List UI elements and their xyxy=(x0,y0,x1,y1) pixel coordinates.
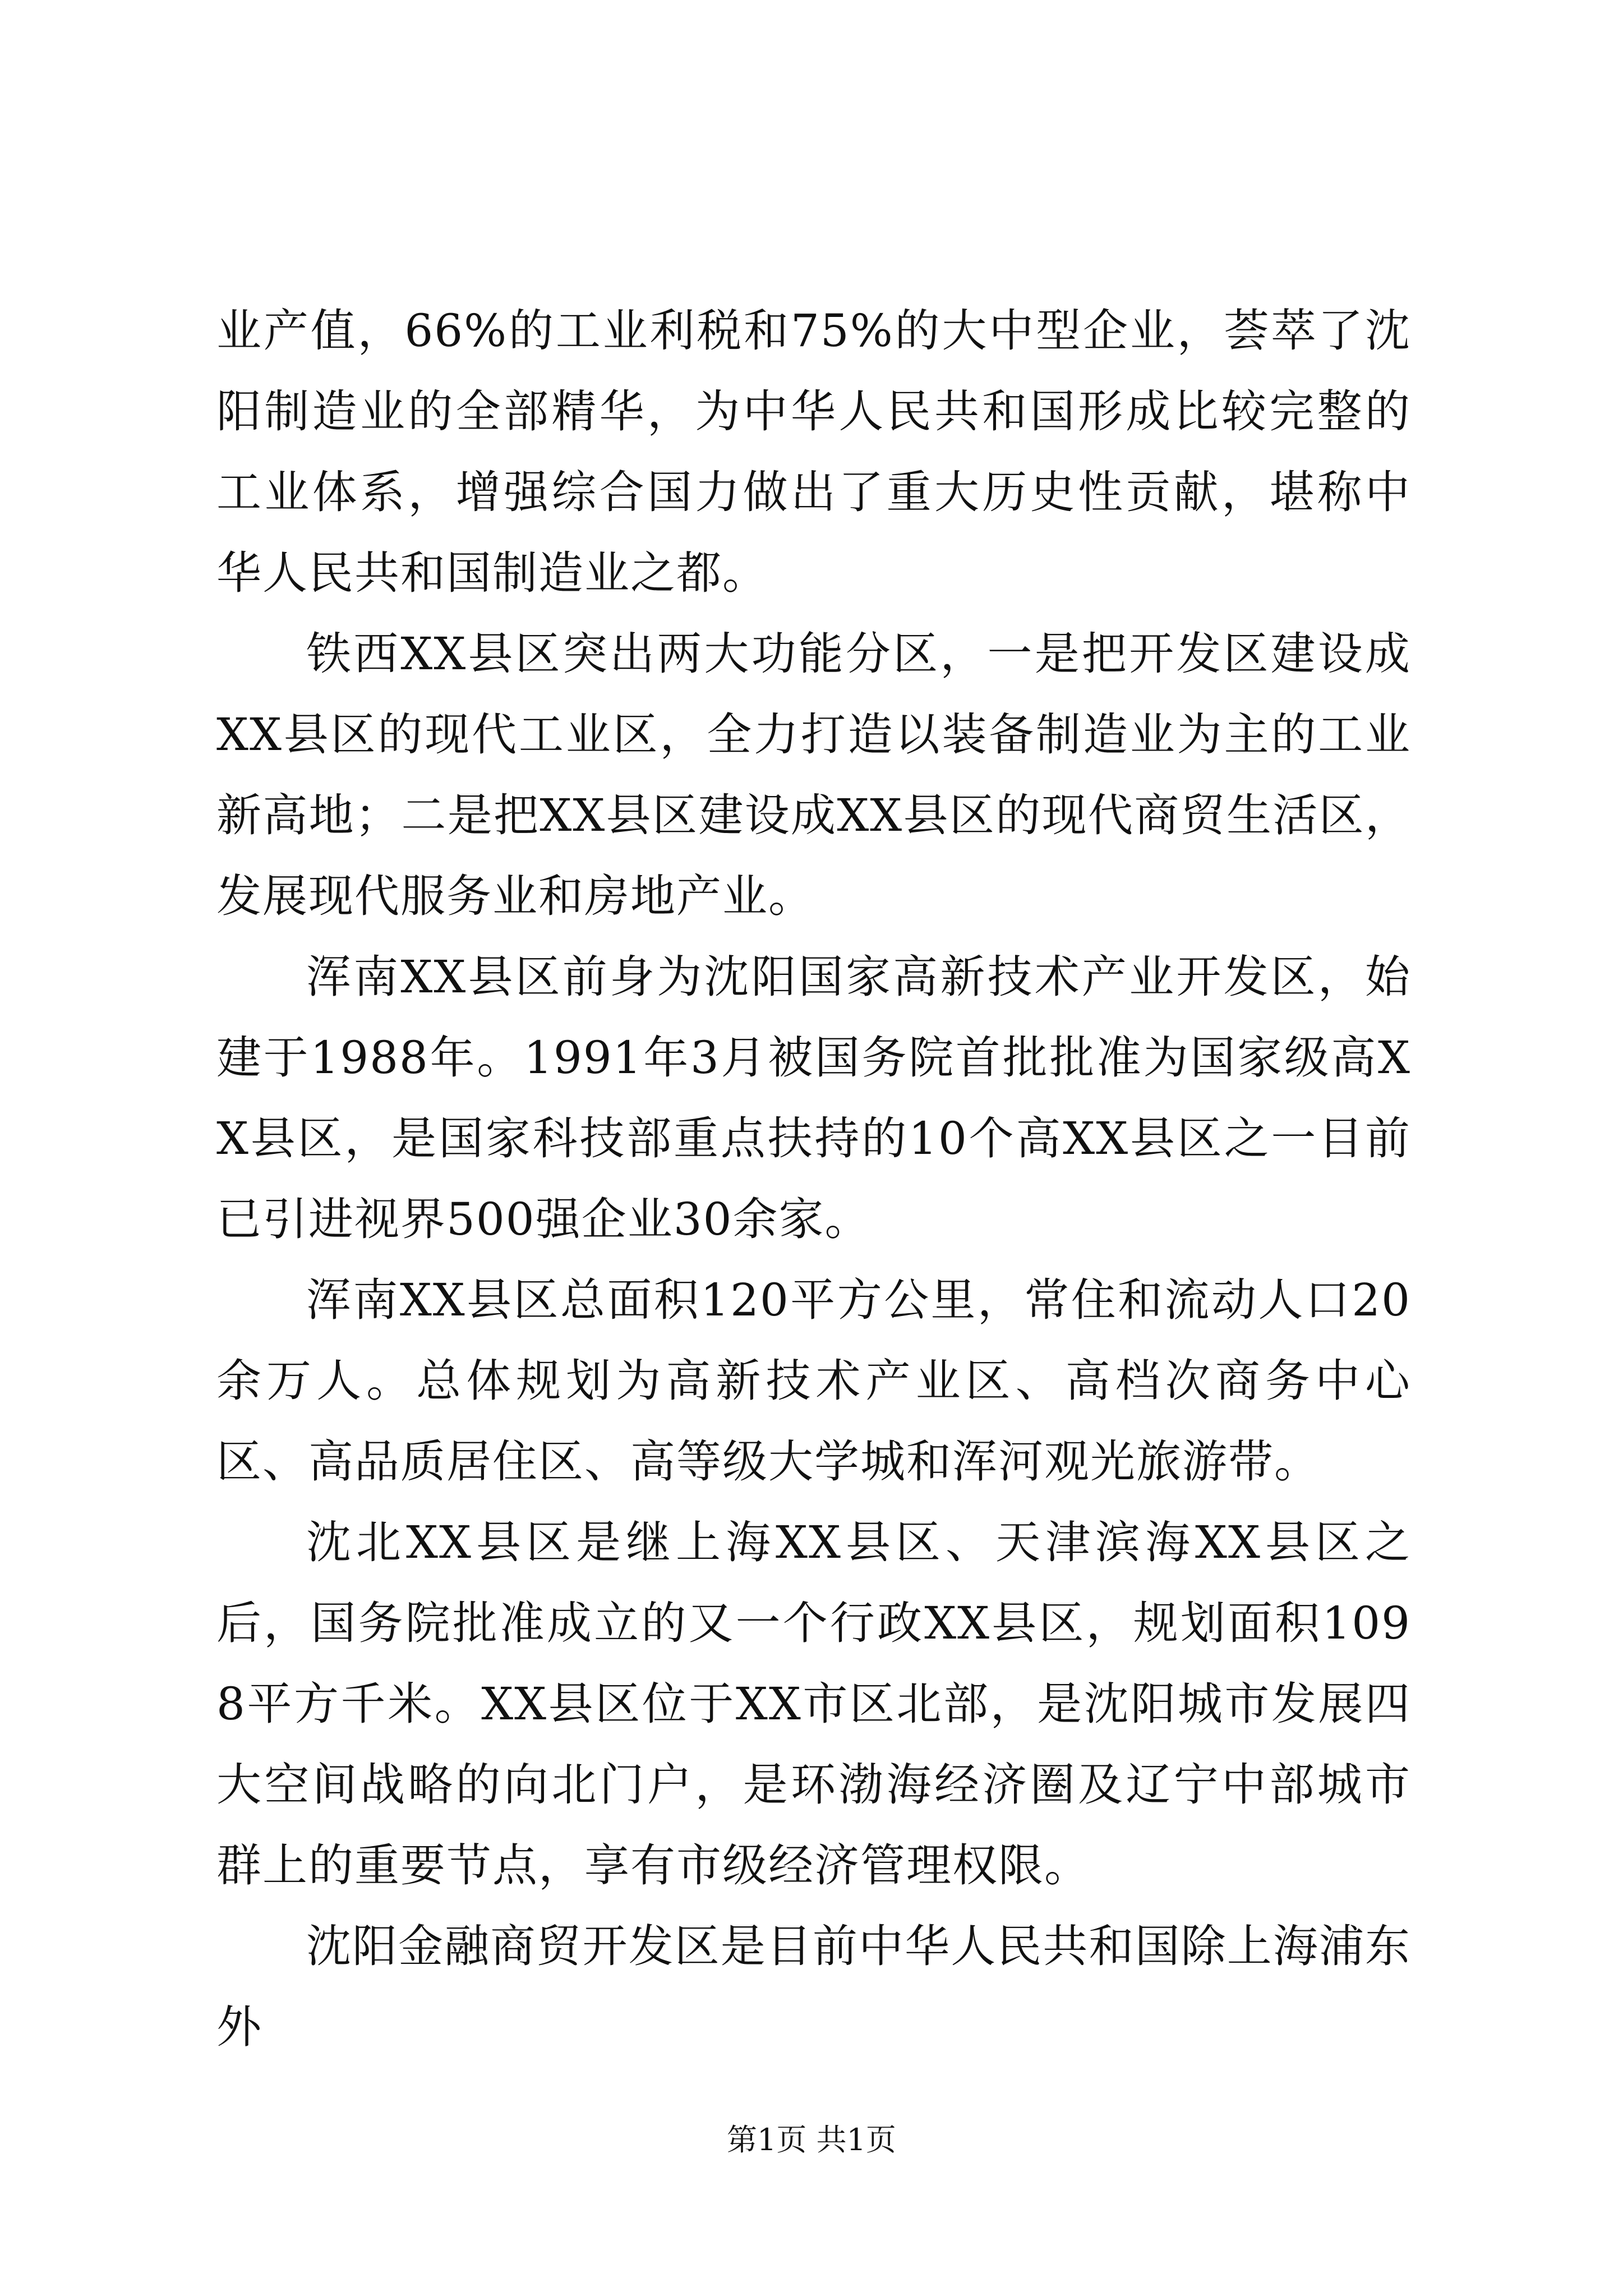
paragraph-hunnan-history: 浑南XX县区前身为沈阳国家高新技术产业开发区，始建于1988年。1991年3月被国务院首批批准为国家级高XX县区，是国家科技部重点扶持的10个高XX县区之一目前已引进视界500强企业30余家。 xyxy=(216,951,1411,1245)
paragraph-shenbei: 沈北XX县区是继上海XX县区、天津滨海XX县区之后，国务院批准成立的又一个行政XX县区，规划面积1098平方千米。XX县区位于XX市区北部，是沈阳城市发展四大空间战略的向北门户，是环渤海经济圈及辽宁中部城市群上的重要节点，享有市级经济管理权限。 xyxy=(216,1516,1411,1892)
paragraph-continuation: 业产值，66%的工业利税和75%的大中型企业，荟萃了沈阳制造业的全部精华，为中华人民共和国形成比较完整的工业体系，增强综合国力做出了重大历史性贡献，堪称中华人民共和国制造业之都。 xyxy=(216,305,1411,599)
paragraph-tiexi: 铁西XX县区突出两大功能分区，一是把开发区建设成XX县区的现代工业区，全力打造以装备制造业为主的工业新高地；二是把XX县区建设成XX县区的现代商贸生活区，发展现代服务业和房地产业。 xyxy=(216,628,1411,922)
body-text xyxy=(216,291,1411,2068)
paragraph-finance-zone: 沈阳金融商贸开发区是目前中华人民共和国除上海浦东外 xyxy=(216,1920,1411,2053)
paragraph-hunnan-area: 浑南XX县区总面积120平方公里，常住和流动人口20余万人。总体规划为高新技术产业区、高档次商务中心区、高品质居住区、高等级大学城和浑河观光旅游带。 xyxy=(216,1274,1411,1488)
page-footer: 第1页 共1页 xyxy=(727,2122,896,2157)
